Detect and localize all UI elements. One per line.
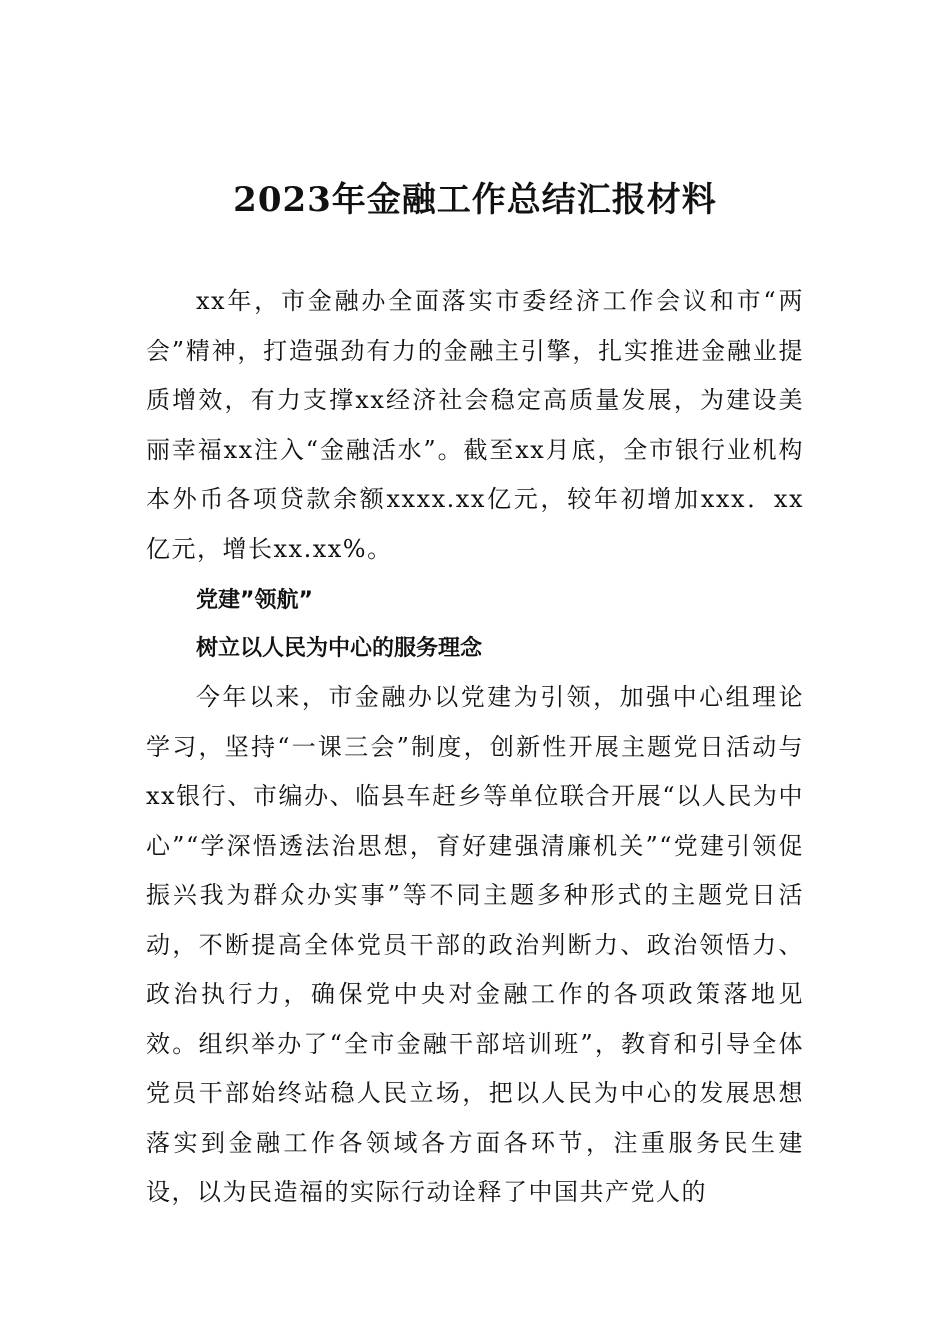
subsection-heading-service-concept: 树立以人民为中心的服务理念 [196,636,483,661]
paragraph-party-building: 今年以来，市金融办以党建为引领，加强中心组理论学习，坚持“一课三会”制度，创新性开展主题党日活动与xx银行、市编办、临县车赶乡等单位联合开展“以人民为中心”“学深悟透法治思想，育好建强清廉机关”“党建引领促振兴我为群众办实事”等不同主题多种形式的主题党日活动，不断提高全体党员干部的政治判断力、政治领悟力、政治执行力，确保党中央对金融工作的各项政策落地见效。组织举办了“全市金融干部培训班”，教育和引导全体党员干部始终站稳人民立场，把以人民为中心的发展思想落实到金融工作各领域各方面各环节，注重服务民生建设，以为民造福的实际行动诠释了中国共产党人的 [146,683,804,1206]
paragraph-intro: xx年，市金融办全面落实市委经济工作会议和市“两会”精神，打造强劲有力的金融主引擎，扎实推进金融业提质增效，有力支撑xx经济社会稳定高质量发展，为建设美丽幸福xx注入“金融活水”。截至xx月底，全市银行业机构本外币各项贷款余额xxxx.xx亿元，较年初增加xxx．xx亿元，增长xx.xx%。 [146,287,804,563]
section-heading-party-building: 党建”领航” [196,588,313,613]
document-title: 2023年金融工作总结汇报材料 [233,180,717,220]
